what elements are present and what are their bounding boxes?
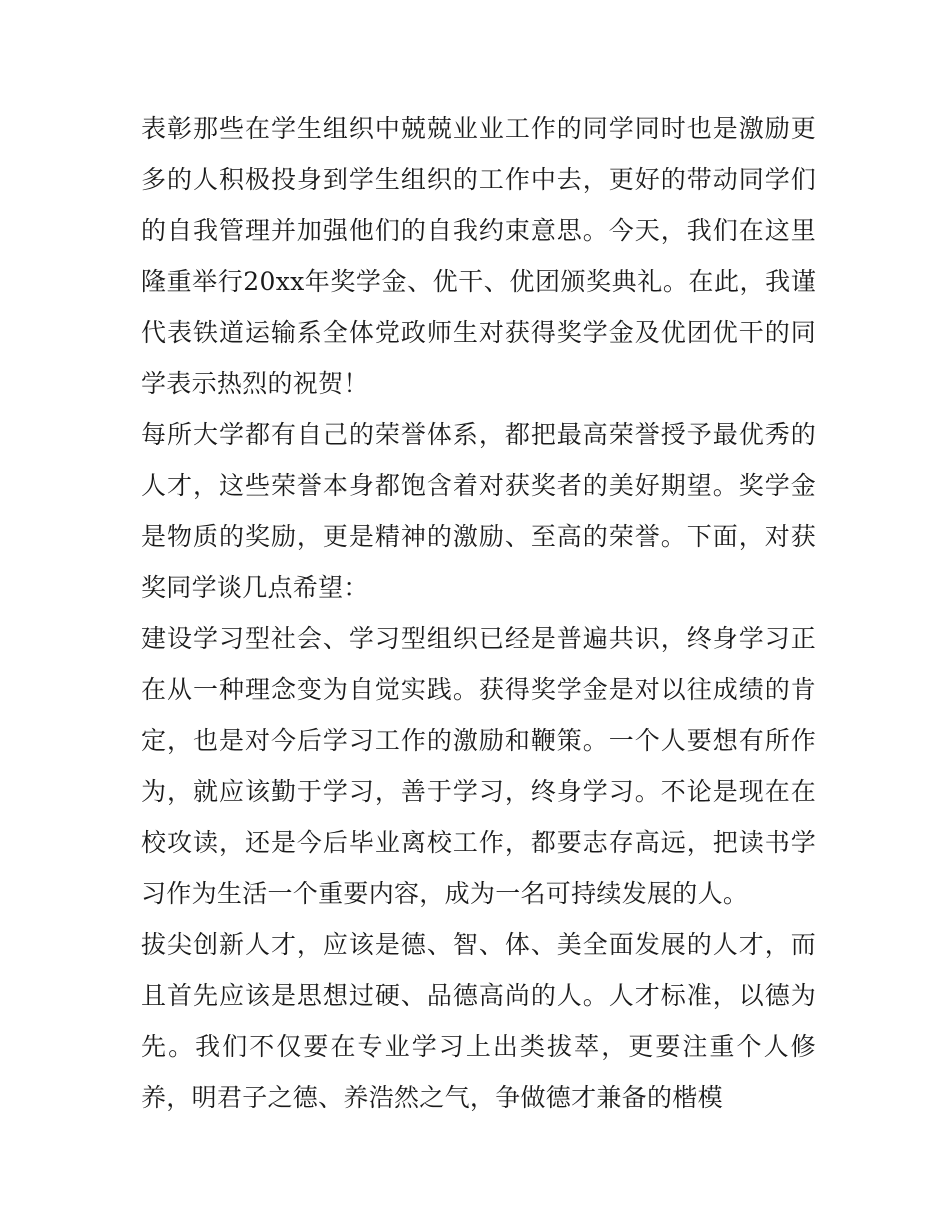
paragraph-honor-system: 每所大学都有自己的荣誉体系，都把最高荣誉授予最优秀的人才，这些荣誉本身都饱含着对获奖者的美好期望。奖学金是物质的奖励，更是精神的激励、至高的荣誉。下面，对获奖同学谈几点希望： — [141, 420, 816, 602]
paragraph-award-ceremony: 表彰那些在学生组织中兢兢业业工作的同学同时也是激励更多的人积极投身到学生组织的工作中去，更好的带动同学们的自我管理并加强他们的自我约束意思。今天，我们在这里隆重举行20xx年奖学金、优干、优团颁奖典礼。在此，我谨代表铁道运输系全体党政师生对获得奖学金及优团优干的同学表示热烈的祝贺！ — [141, 114, 816, 398]
paragraph-moral-talent: 拔尖创新人才，应该是德、智、体、美全面发展的人才，而且首先应该是思想过硬、品德高尚的人。人才标准，以德为先。我们不仅要在专业学习上出类拔萃，更要注重个人修养，明君子之德、养浩然之气，争做德才兼备的楷模 — [141, 930, 816, 1112]
document-body — [141, 103, 816, 1123]
paragraph-lifelong-learning: 建设学习型社会、学习型组织已经是普遍共识，终身学习正在从一种理念变为自觉实践。获得奖学金是对以往成绩的肯定，也是对今后学习工作的激励和鞭策。一个人要想有所作为，就应该勤于学习，善于学习，终身学习。不论是现在在校攻读，还是今后毕业离校工作，都要志存高远，把读书学习作为生活一个重要内容，成为一名可持续发展的人。 — [141, 624, 816, 908]
